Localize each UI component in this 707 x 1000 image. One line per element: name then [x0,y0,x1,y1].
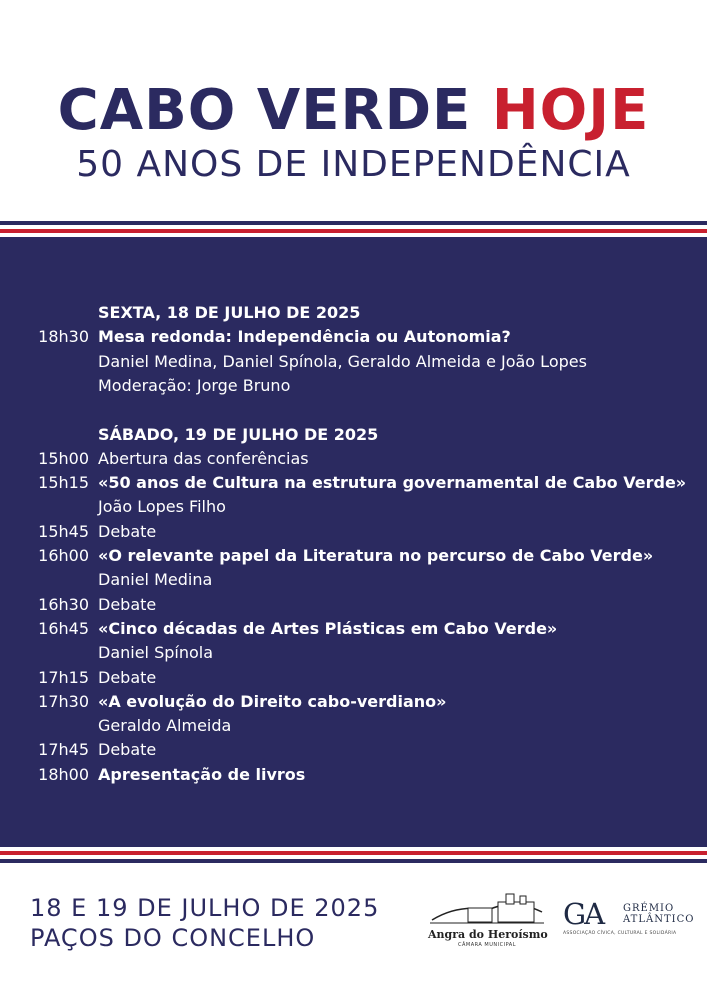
schedule-detail: João Lopes Filho [98,497,226,517]
event-title-main: CABO VERDE [57,78,472,143]
schedule-time: 17h45 [38,740,89,760]
schedule-detail-row [0,374,707,398]
town-hall-icon [428,890,546,928]
schedule-title: Debate [98,521,157,541]
event-subtitle: 50 ANOS DE INDEPENDÊNCIA [76,144,631,185]
event-title [0,78,707,144]
schedule-time: 16h00 [38,546,89,565]
schedule-time: 17h30 [38,691,89,711]
schedule-time: 16h30 [38,594,89,614]
bottom-stripes [0,843,707,863]
schedule-time: 18h00 [38,764,89,784]
schedule-detail-row [0,350,707,374]
schedule-detail-row [0,714,707,738]
schedule-item [0,763,707,787]
schedule-item [0,617,707,641]
schedule-detail: Daniel Medina [98,570,213,590]
schedule-title: «Cinco décadas de Artes Plásticas em Cabo Verde» [98,618,558,638]
schedule-time: 17h15 [38,667,89,687]
schedule-detail: Daniel Spínola [98,643,214,663]
schedule-title: Debate [98,740,157,760]
schedule-time: 15h45 [38,521,89,541]
schedule-item [0,690,707,714]
day-heading-row [0,301,707,325]
schedule-title: «O relevante papel da Literatura no percurso de Cabo Verde» [98,546,654,565]
schedule-item [0,447,707,471]
day-heading-row [0,423,707,447]
footer-venue: PAÇOS DO CONCELHO [30,924,316,952]
schedule-time: 15h15 [38,473,89,493]
event-title-highlight: HOJE [491,78,650,143]
schedule-detail: Moderação: Jorge Bruno [98,375,291,395]
schedule-title: «A evolução do Direito cabo-verdiano» [98,691,447,711]
schedule-time: 16h45 [38,618,89,638]
gremio-logo-initials: GA [563,897,604,931]
schedule-item [0,593,707,617]
schedule-title: Apresentação de livros [98,764,306,784]
footer-dates: 18 E 19 DE JULHO DE 2025 [30,894,380,922]
schedule-title: «50 anos de Cultura na estrutura governamental de Cabo Verde» [98,473,687,493]
schedule-title: Abertura das conferências [98,448,309,468]
schedule-item [0,325,707,349]
schedule-time: 15h00 [38,448,89,468]
schedule-detail-row [0,568,707,592]
schedule-item [0,666,707,690]
gremio-logo-name: GRÉMIO ATLÂNTICO [623,903,695,925]
gremio-logo [561,895,695,945]
schedule-detail: Geraldo Almeida [98,716,232,736]
schedule-item [0,520,707,544]
schedule-detail-row [0,495,707,519]
schedule-title: Debate [98,667,157,687]
schedule-title: Mesa redonda: Independência ou Autonomia? [98,327,511,347]
schedule-item [0,738,707,762]
schedule-detail: Daniel Medina, Daniel Spínola, Geraldo Almeida e João Lopes [98,351,587,371]
day-heading: SÁBADO, 19 DE JULHO DE 2025 [98,424,379,444]
day-heading: SEXTA, 18 DE JULHO DE 2025 [98,303,361,322]
schedule-item [0,544,707,568]
schedule-detail-row [0,641,707,665]
gremio-logo-subtitle: ASSOCIAÇÃO CÍVICA, CULTURAL E SOLIDÁRIA [563,931,677,936]
schedule-title: Debate [98,594,157,614]
angra-logo-name: Angra do Heroísmo [428,928,548,941]
angra-logo-subtitle: CÂMARA MUNICIPAL [458,942,516,948]
schedule-time: 18h30 [38,327,89,347]
schedule-item [0,471,707,495]
program-panel [0,249,707,843]
angra-logo [428,890,546,950]
